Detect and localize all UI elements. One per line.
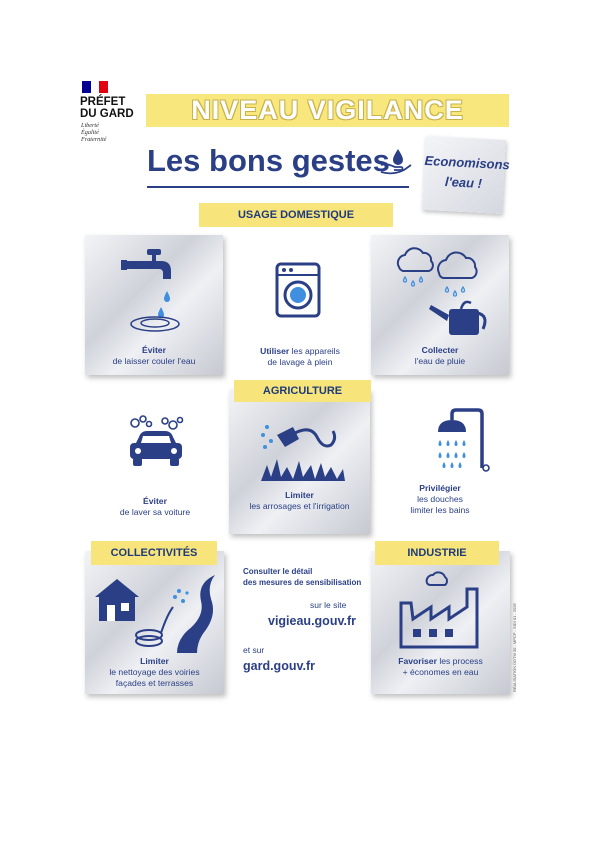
motto-egalite: Égalité	[81, 129, 99, 136]
vigilance-banner: NIVEAU VIGILANCE	[191, 95, 464, 125]
streets-caption-text1: le nettoyage des voiries	[109, 667, 200, 677]
republic-motto	[81, 122, 106, 143]
tile-tap-caption	[85, 345, 223, 367]
section-agriculture: AGRICULTURE	[234, 380, 371, 402]
section-industrie: INDUSTRIE	[375, 541, 499, 565]
irrigation-caption-bold: Limiter	[285, 490, 314, 500]
car-wash-icon	[125, 415, 187, 471]
tile-streets	[85, 551, 224, 694]
note-line2: l'eau !	[444, 174, 483, 191]
tile-washer-caption	[235, 346, 365, 368]
tile-irrigation	[229, 389, 370, 534]
section-usage-domestique: USAGE DOMESTIQUE	[199, 203, 393, 227]
info-line1: Consulter le détail	[243, 567, 313, 576]
tile-irrigation-caption	[229, 490, 370, 512]
tile-rain-caption	[371, 345, 509, 367]
washer-caption-bold: Utiliser	[260, 346, 290, 356]
factory-caption-text1: les process	[439, 656, 483, 666]
tap-caption-text: de laisser couler l'eau	[112, 356, 196, 366]
sticky-note-text	[423, 151, 511, 195]
hand-water-drop-icon	[378, 146, 414, 176]
rain-caption-text: l'eau de pluie	[414, 356, 466, 366]
irrigation-caption-text: les arrosages et l'irrigation	[249, 501, 350, 511]
tile-car-caption	[90, 496, 220, 518]
title-underline	[147, 186, 409, 188]
site-intro-2: et sur	[243, 645, 265, 655]
tile-factory	[371, 551, 510, 694]
hose-grass-icon	[259, 419, 347, 485]
prefet-line2: DU GARD	[80, 108, 134, 120]
shower-caption-bold: Privilégier	[419, 483, 461, 493]
house-hose-road-icon	[93, 571, 217, 655]
info-line2: des mesures de sensibilisation	[243, 578, 362, 587]
vigieau-link[interactable]: vigieau.gouv.fr	[268, 614, 356, 628]
gard-link[interactable]: gard.gouv.fr	[243, 659, 315, 673]
credit-text: RÉALISATION DDTM 30 - MPCP - SIDI 01 - 2025	[512, 603, 517, 692]
motto-liberte: Liberté	[81, 122, 99, 129]
motto-fraternite: Fraternité	[81, 136, 107, 143]
section-collectivites: COLLECTIVITÉS	[91, 541, 217, 565]
rain-cloud-watering-can-icon	[391, 243, 491, 337]
french-flag-logo	[82, 81, 108, 93]
shower-caption-text1: les douches	[417, 494, 463, 504]
tile-streets-caption	[85, 656, 224, 689]
tap-drops-icon	[121, 247, 187, 333]
factory-caption-bold: Favoriser	[398, 656, 437, 666]
tile-tap	[85, 235, 223, 375]
streets-caption-bold: Limiter	[140, 656, 169, 666]
tile-factory-caption	[371, 656, 510, 678]
factory-icon	[397, 569, 481, 649]
washing-machine-icon	[275, 262, 321, 318]
shower-caption-text2: limiter les bains	[410, 505, 470, 515]
prefet-logo-text	[80, 96, 134, 120]
factory-caption-text2: + économes en eau	[402, 667, 479, 677]
rain-caption-bold: Collecter	[421, 345, 459, 355]
car-caption-bold: Éviter	[143, 496, 167, 506]
tile-shower-caption	[375, 483, 505, 516]
info-text	[243, 566, 361, 588]
note-line1: Economisons	[424, 152, 511, 173]
car-caption-text: de laver sa voiture	[119, 507, 191, 517]
washer-caption-text2: de lavage à plein	[267, 357, 333, 367]
site-intro: sur le site	[310, 600, 347, 610]
tile-rain	[371, 235, 509, 375]
shower-icon	[430, 408, 492, 476]
page-title: Les bons gestes	[147, 143, 390, 178]
washer-caption-text1: les appareils	[291, 346, 340, 356]
prefet-line1: PRÉFET	[80, 96, 126, 108]
tap-caption-bold: Éviter	[142, 345, 166, 355]
streets-caption-text2: façades et terrasses	[115, 678, 194, 688]
